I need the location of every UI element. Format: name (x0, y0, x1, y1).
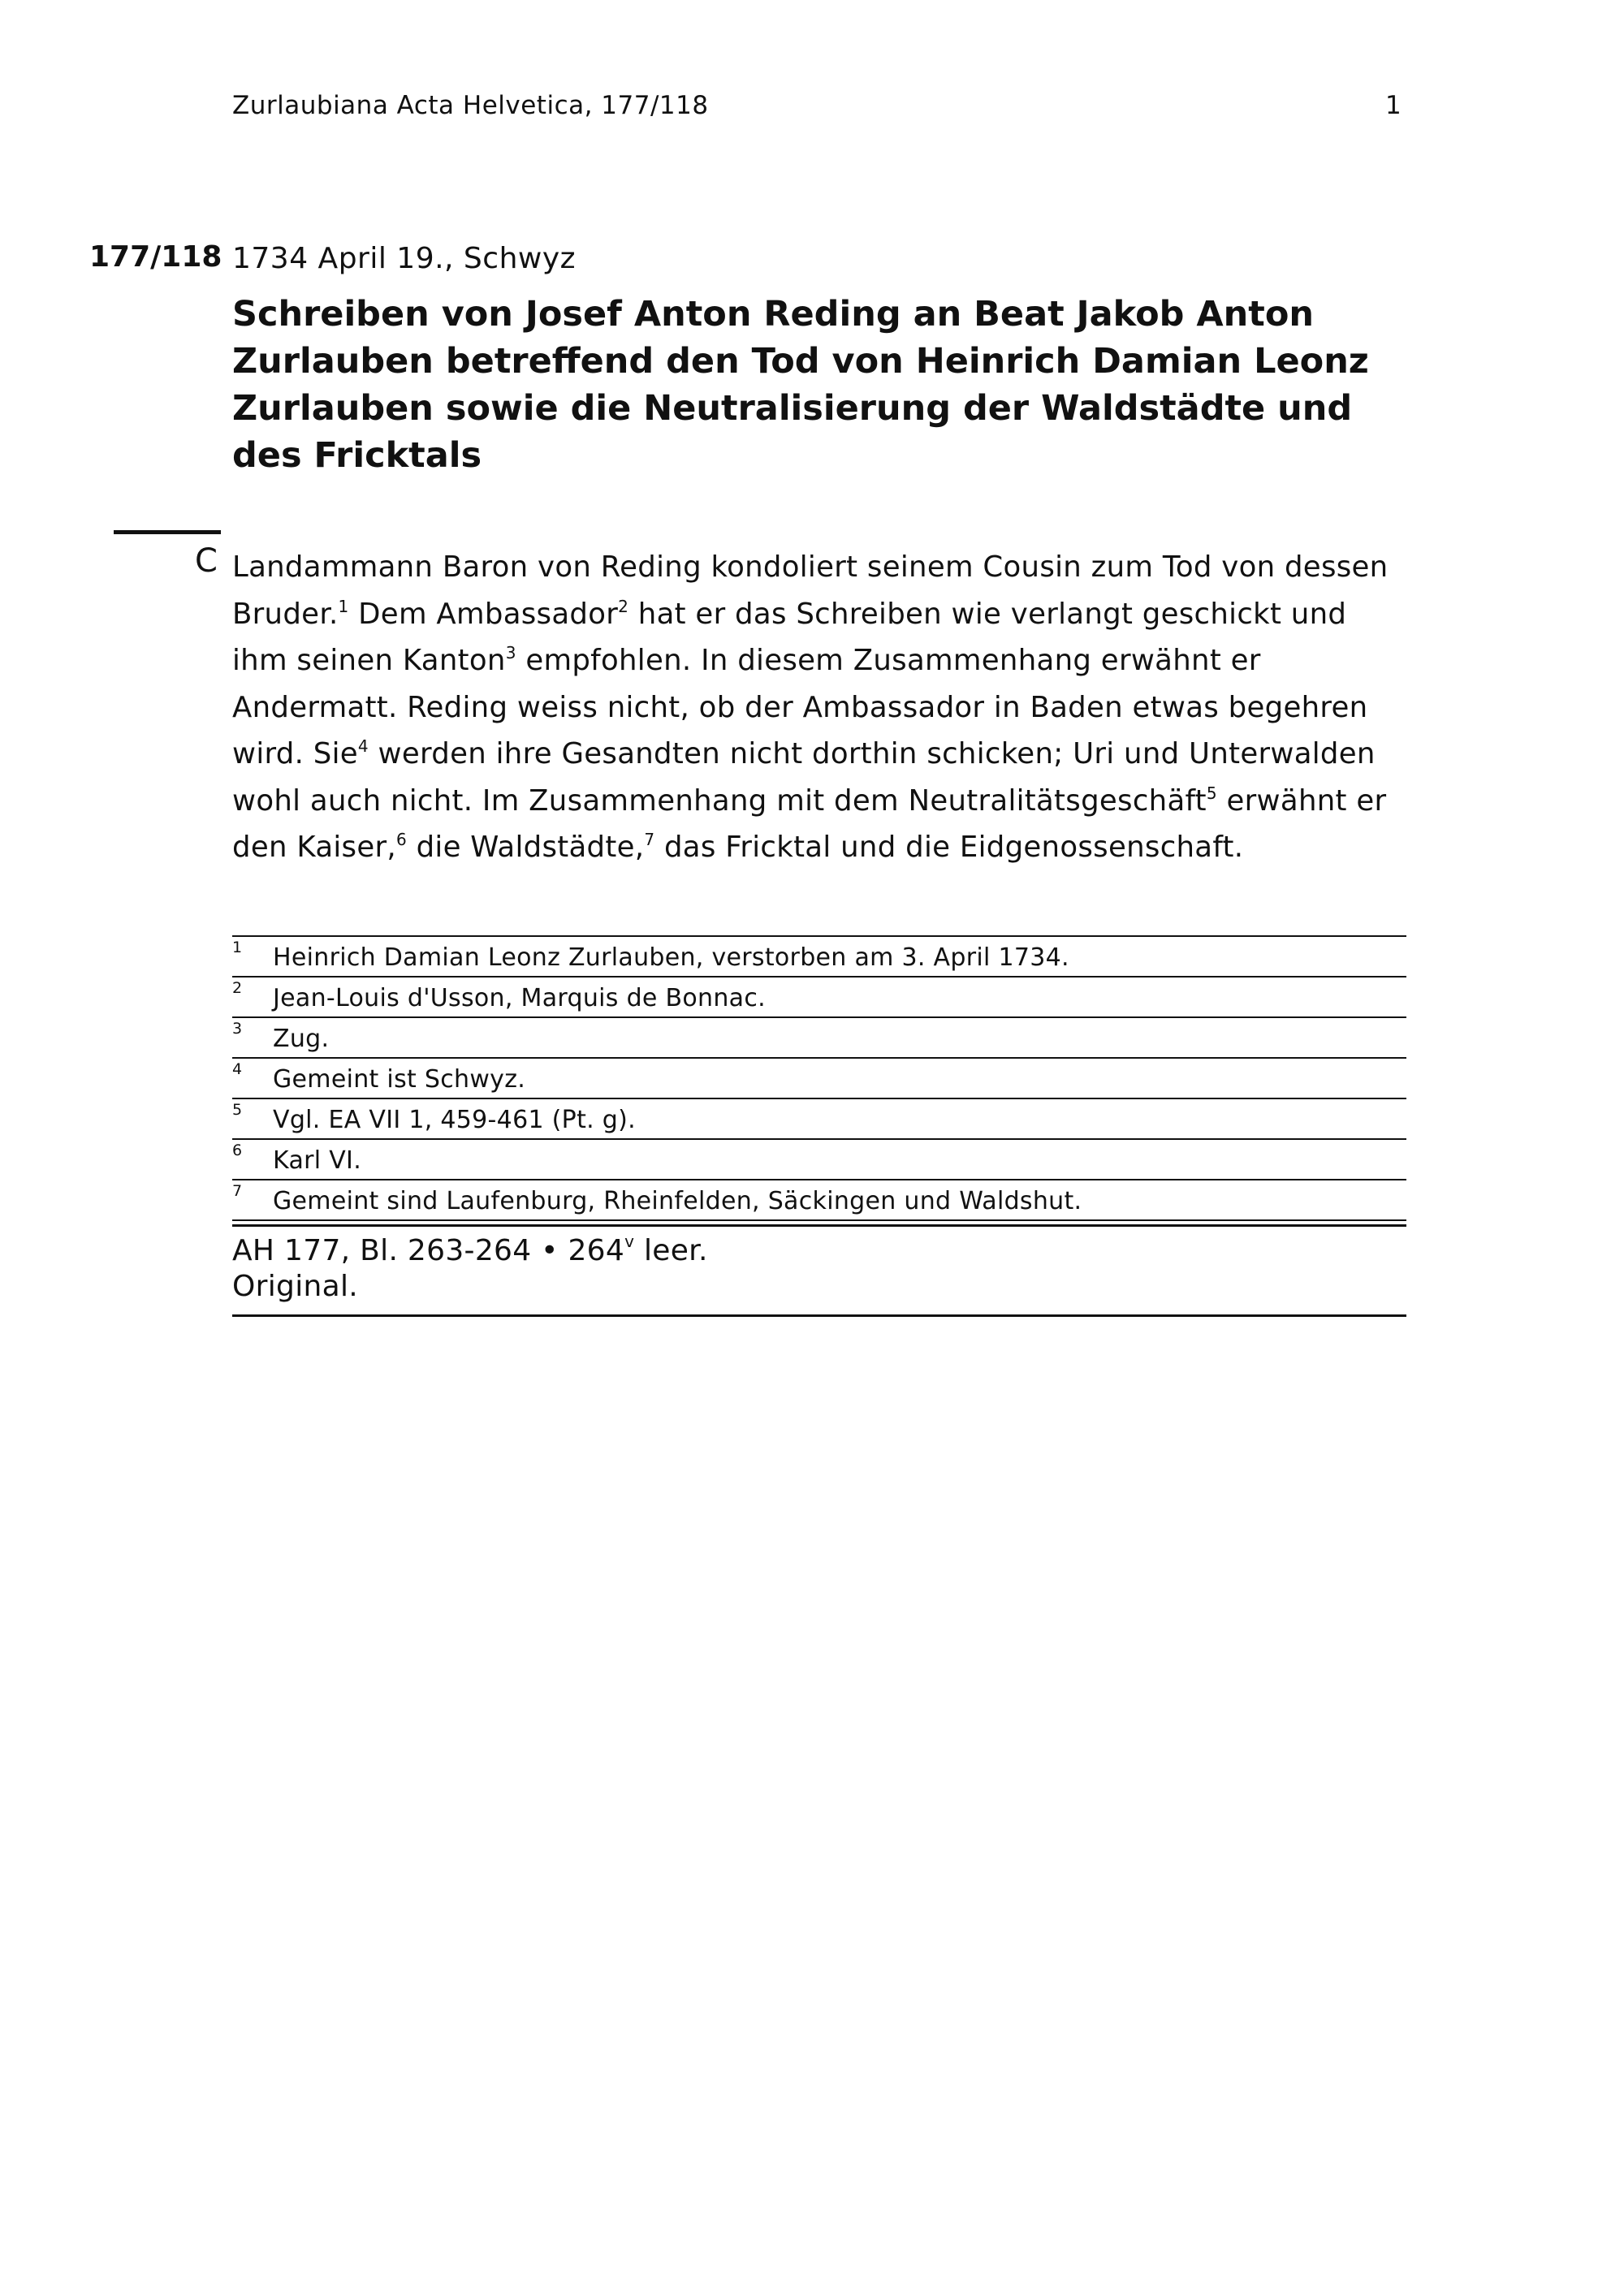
page-number: 1 (1385, 91, 1402, 120)
footnote-item (232, 1180, 1406, 1221)
footnote-ref[interactable]: 4 (357, 736, 369, 756)
footnote-marker: 7 (232, 1182, 243, 1200)
source-signature-text: AH 177, Bl. 263-264 • 264 (232, 1234, 625, 1267)
footnote-ref[interactable]: 1 (338, 596, 349, 616)
footnote-ref[interactable]: 3 (505, 643, 516, 662)
source-block (232, 1224, 1406, 1317)
footnote-marker: 5 (232, 1101, 243, 1119)
footnote-text: Karl VI. (273, 1146, 362, 1175)
footnote-text: Jean-Louis d'Usson, Marquis de Bonnac. (273, 984, 766, 1012)
margin-letter: C (195, 542, 218, 580)
summary-text: Landammann Baron von Reding kondoliert seinem Cousin zum Tod von dessen Bruder. (232, 550, 1389, 631)
footnotes-list (232, 935, 1406, 1221)
margin-rule (114, 530, 221, 534)
footnote-marker: 6 (232, 1142, 243, 1159)
entry-title: Schreiben von Josef Anton Reding an Beat Jakob Anton Zurlauben betreffend den Tod von Heinrich Damian Leonz Zurlauben sowie die Neutralisierung der Waldstädte und des Fricktals (232, 294, 1369, 476)
source-type: Original. (232, 1270, 359, 1303)
summary-text: die Waldstädte, (406, 831, 645, 864)
summary-text: empfohlen. In diesem Zusammenhang erwähnt er Andermatt. Reding weiss nicht, ob der Ambassador in Baden etwas begehren wird. Sie (232, 644, 1368, 770)
footnote-marker: 4 (232, 1060, 243, 1078)
footnote-item (232, 937, 1406, 978)
footnote-item (232, 978, 1406, 1018)
footnote-ref[interactable]: 2 (618, 596, 629, 616)
footnote-text: Gemeint ist Schwyz. (273, 1065, 526, 1094)
footnote-ref[interactable]: 6 (395, 830, 407, 849)
source-signature-suffix: leer. (634, 1234, 708, 1267)
footnote-text: Zug. (273, 1025, 330, 1053)
summary-text: das Fricktal und die Eidgenossenschaft. (654, 831, 1244, 864)
summary-text: erwähnt er den Kaiser, (232, 783, 1387, 864)
footnote-item (232, 1140, 1406, 1180)
summary-paragraph (232, 544, 1402, 871)
verso-marker: v (624, 1232, 635, 1251)
entry-id: 177/118 (89, 240, 222, 274)
running-header: Zurlaubiana Acta Helvetica, 177/118 (232, 91, 709, 120)
summary-text: Dem Ambassador (348, 597, 619, 631)
footnote-marker: 1 (232, 939, 243, 956)
footnote-item (232, 1099, 1406, 1140)
footnote-ref[interactable]: 7 (644, 830, 655, 849)
footnote-text: Heinrich Damian Leonz Zurlauben, verstorben am 3. April 1734. (273, 943, 1069, 972)
date-place: 1734 April 19., Schwyz (232, 242, 577, 275)
summary-text: hat er das Schreiben wie verlangt geschickt und ihm seinen Kanton (232, 597, 1347, 677)
footnote-ref[interactable]: 5 (1206, 783, 1217, 803)
summary-text: werden ihre Gesandten nicht dorthin schicken; Uri und Unterwalden wohl auch nicht. Im Zusammenhang mit dem Neutralitätsgeschäft (232, 737, 1376, 818)
footnote-marker: 3 (232, 1020, 243, 1038)
footnote-text: Gemeint sind Laufenburg, Rheinfelden, Säckingen und Waldshut. (273, 1187, 1082, 1215)
footnote-item (232, 1018, 1406, 1059)
footnote-item (232, 1059, 1406, 1099)
source-signature (232, 1233, 1406, 1269)
footnote-text: Vgl. EA VII 1, 459-461 (Pt. g). (273, 1106, 636, 1134)
footnote-marker: 2 (232, 979, 243, 997)
